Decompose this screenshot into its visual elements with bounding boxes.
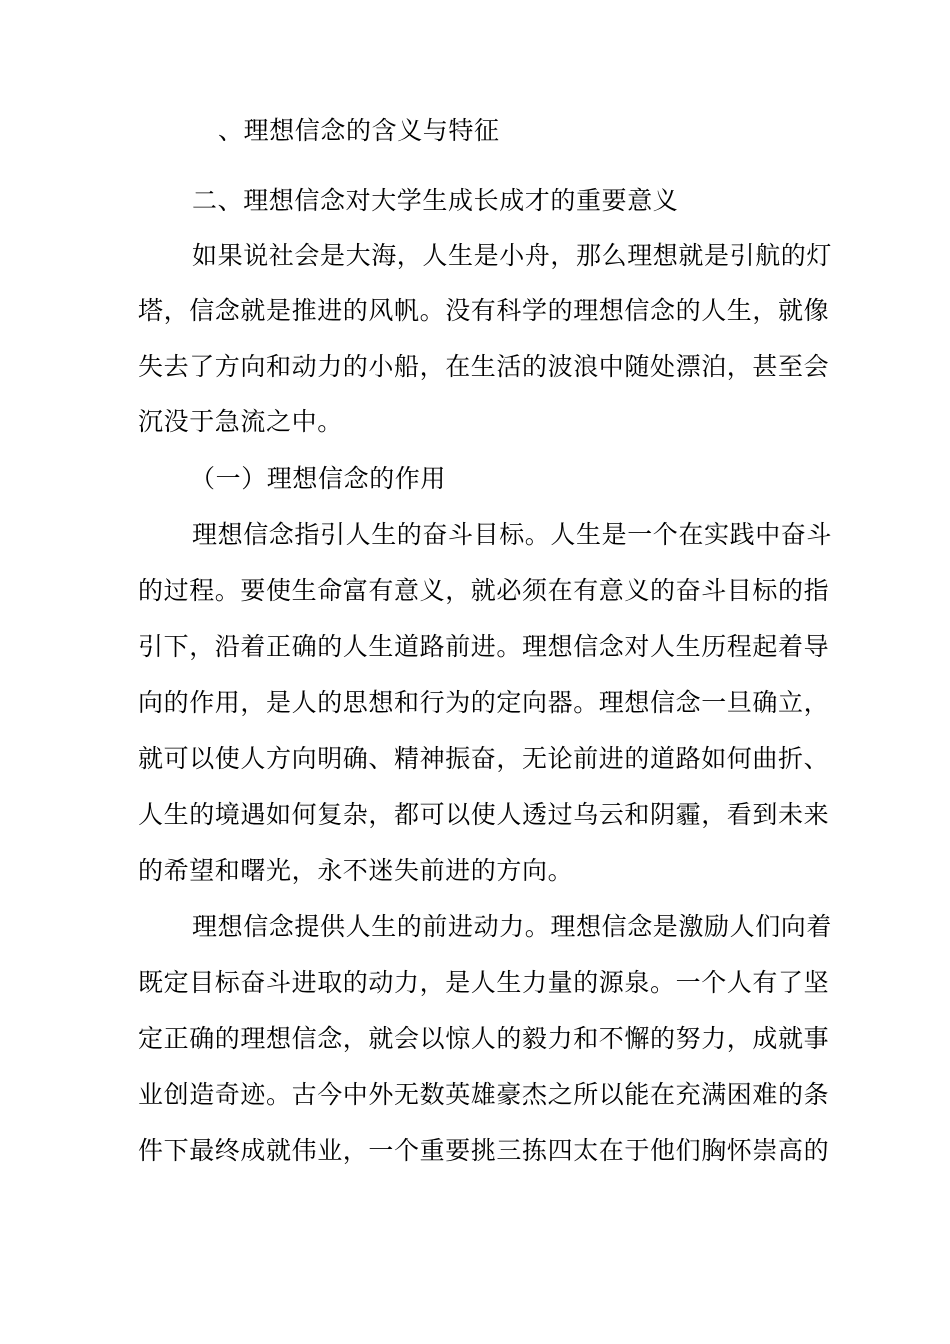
paragraph-2-line-7: 的希望和曙光，永不迷失前进的方向。 (138, 856, 574, 885)
paragraph-1-line-1: 如果说社会是大海，人生是小舟，那么理想就是引航的灯 (192, 241, 833, 270)
paragraph-2-line-6: 人生的境遇如何复杂，都可以使人透过乌云和阴霾，看到未来 (138, 800, 830, 829)
paragraph-3-line-4: 业创造奇迹。古今中外无数英雄豪杰之所以能在充满困难的条 (138, 1080, 830, 1109)
heading-meaning-and-features: 、理想信念的含义与特征 (218, 116, 500, 145)
paragraph-3-line-5: 件下最终成就伟业，一个重要挑三拣四太在于他们胸怀崇高的 (138, 1136, 830, 1165)
paragraph-1-line-2: 塔，信念就是推进的风帆。没有科学的理想信念的人生，就像 (138, 296, 830, 325)
paragraph-3-line-2: 既定目标奋斗进取的动力，是人生力量的源泉。一个人有了坚 (138, 968, 830, 997)
paragraph-2-line-3: 引下，沿着正确的人生道路前进。理想信念对人生历程起着导 (138, 632, 830, 661)
paragraph-2-line-1: 理想信念指引人生的奋斗目标。人生是一个在实践中奋斗 (192, 520, 833, 549)
heading-role-of-ideals: （一）理想信念的作用 (190, 464, 447, 493)
paragraph-2-line-4: 向的作用，是人的思想和行为的定向器。理想信念一旦确立， (138, 688, 830, 717)
paragraph-1-line-3: 失去了方向和动力的小船，在生活的波浪中随处漂泊，甚至会 (138, 352, 830, 381)
paragraph-3-line-1: 理想信念提供人生的前进动力。理想信念是激励人们向着 (192, 912, 833, 941)
paragraph-3-line-3: 定正确的理想信念，就会以惊人的毅力和不懈的努力，成就事 (138, 1024, 830, 1053)
paragraph-2-line-2: 的过程。要使生命富有意义，就必须在有意义的奋斗目标的指 (138, 576, 830, 605)
paragraph-2-line-5: 就可以使人方向明确、精神振奋，无论前进的道路如何曲折、 (138, 744, 830, 773)
paragraph-1-line-4: 沉没于急流之中。 (138, 407, 343, 436)
heading-importance-for-students: 二、理想信念对大学生成长成才的重要意义 (192, 186, 679, 215)
